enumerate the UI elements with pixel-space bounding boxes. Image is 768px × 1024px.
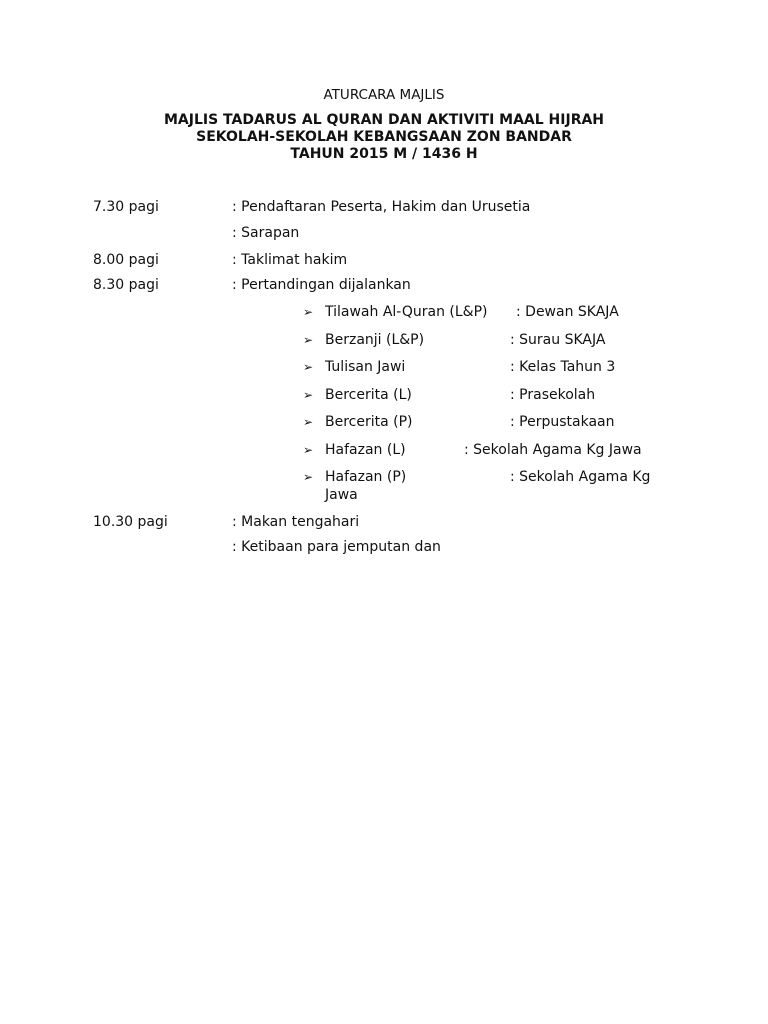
competition-venue: : Sekolah Agama Kg xyxy=(510,469,651,485)
competition-venue: : Surau SKAJA xyxy=(510,332,606,348)
arrow-bullet-icon: ➢ xyxy=(303,360,314,374)
event-title-line-3: TAHUN 2015 M / 1436 H xyxy=(290,146,478,162)
competition-venue: : Kelas Tahun 3 xyxy=(510,359,616,375)
schedule-activity: : Sarapan xyxy=(232,225,300,241)
competition-venue-continuation: Jawa xyxy=(325,487,358,503)
arrow-bullet-icon: ➢ xyxy=(303,443,314,457)
competition-event: Berzanji (L&P) xyxy=(325,332,425,348)
schedule-activity: : Ketibaan para jemputan dan xyxy=(232,539,441,555)
competition-event: Bercerita (L) xyxy=(325,387,412,403)
competition-venue: : Prasekolah xyxy=(510,387,596,403)
schedule-activity: : Pendaftaran Peserta, Hakim dan Urusetia xyxy=(232,199,531,215)
schedule-activity: : Taklimat hakim xyxy=(232,252,348,268)
arrow-bullet-icon: ➢ xyxy=(303,415,314,429)
schedule-activity: : Pertandingan dijalankan xyxy=(232,277,411,293)
competition-event: Tulisan Jawi xyxy=(325,359,406,375)
competition-venue: : Dewan SKAJA xyxy=(516,304,619,320)
competition-event: Tilawah Al-Quran (L&P) xyxy=(325,304,488,320)
arrow-bullet-icon: ➢ xyxy=(303,470,314,484)
event-title-line-2: SEKOLAH-SEKOLAH KEBANGSAAN ZON BANDAR xyxy=(196,129,572,145)
competition-venue: : Perpustakaan xyxy=(510,414,615,430)
arrow-bullet-icon: ➢ xyxy=(303,388,314,402)
schedule-activity: : Makan tengahari xyxy=(232,514,360,530)
competition-event: Bercerita (P) xyxy=(325,414,413,430)
event-title-line-1: MAJLIS TADARUS AL QURAN DAN AKTIVITI MAAL HIJRAH xyxy=(163,112,605,128)
competition-venue: : Sekolah Agama Kg Jawa xyxy=(464,442,642,458)
arrow-bullet-icon: ➢ xyxy=(303,333,314,347)
arrow-bullet-icon: ➢ xyxy=(303,305,314,319)
schedule-time: 8.00 pagi xyxy=(93,252,159,268)
competition-event: Hafazan (P) xyxy=(325,469,407,485)
schedule-time: 10.30 pagi xyxy=(93,514,168,530)
document-type-heading: ATURCARA MAJLIS xyxy=(323,87,445,103)
competition-event: Hafazan (L) xyxy=(325,442,406,458)
schedule-time: 7.30 pagi xyxy=(93,199,159,215)
schedule-time: 8.30 pagi xyxy=(93,277,159,293)
